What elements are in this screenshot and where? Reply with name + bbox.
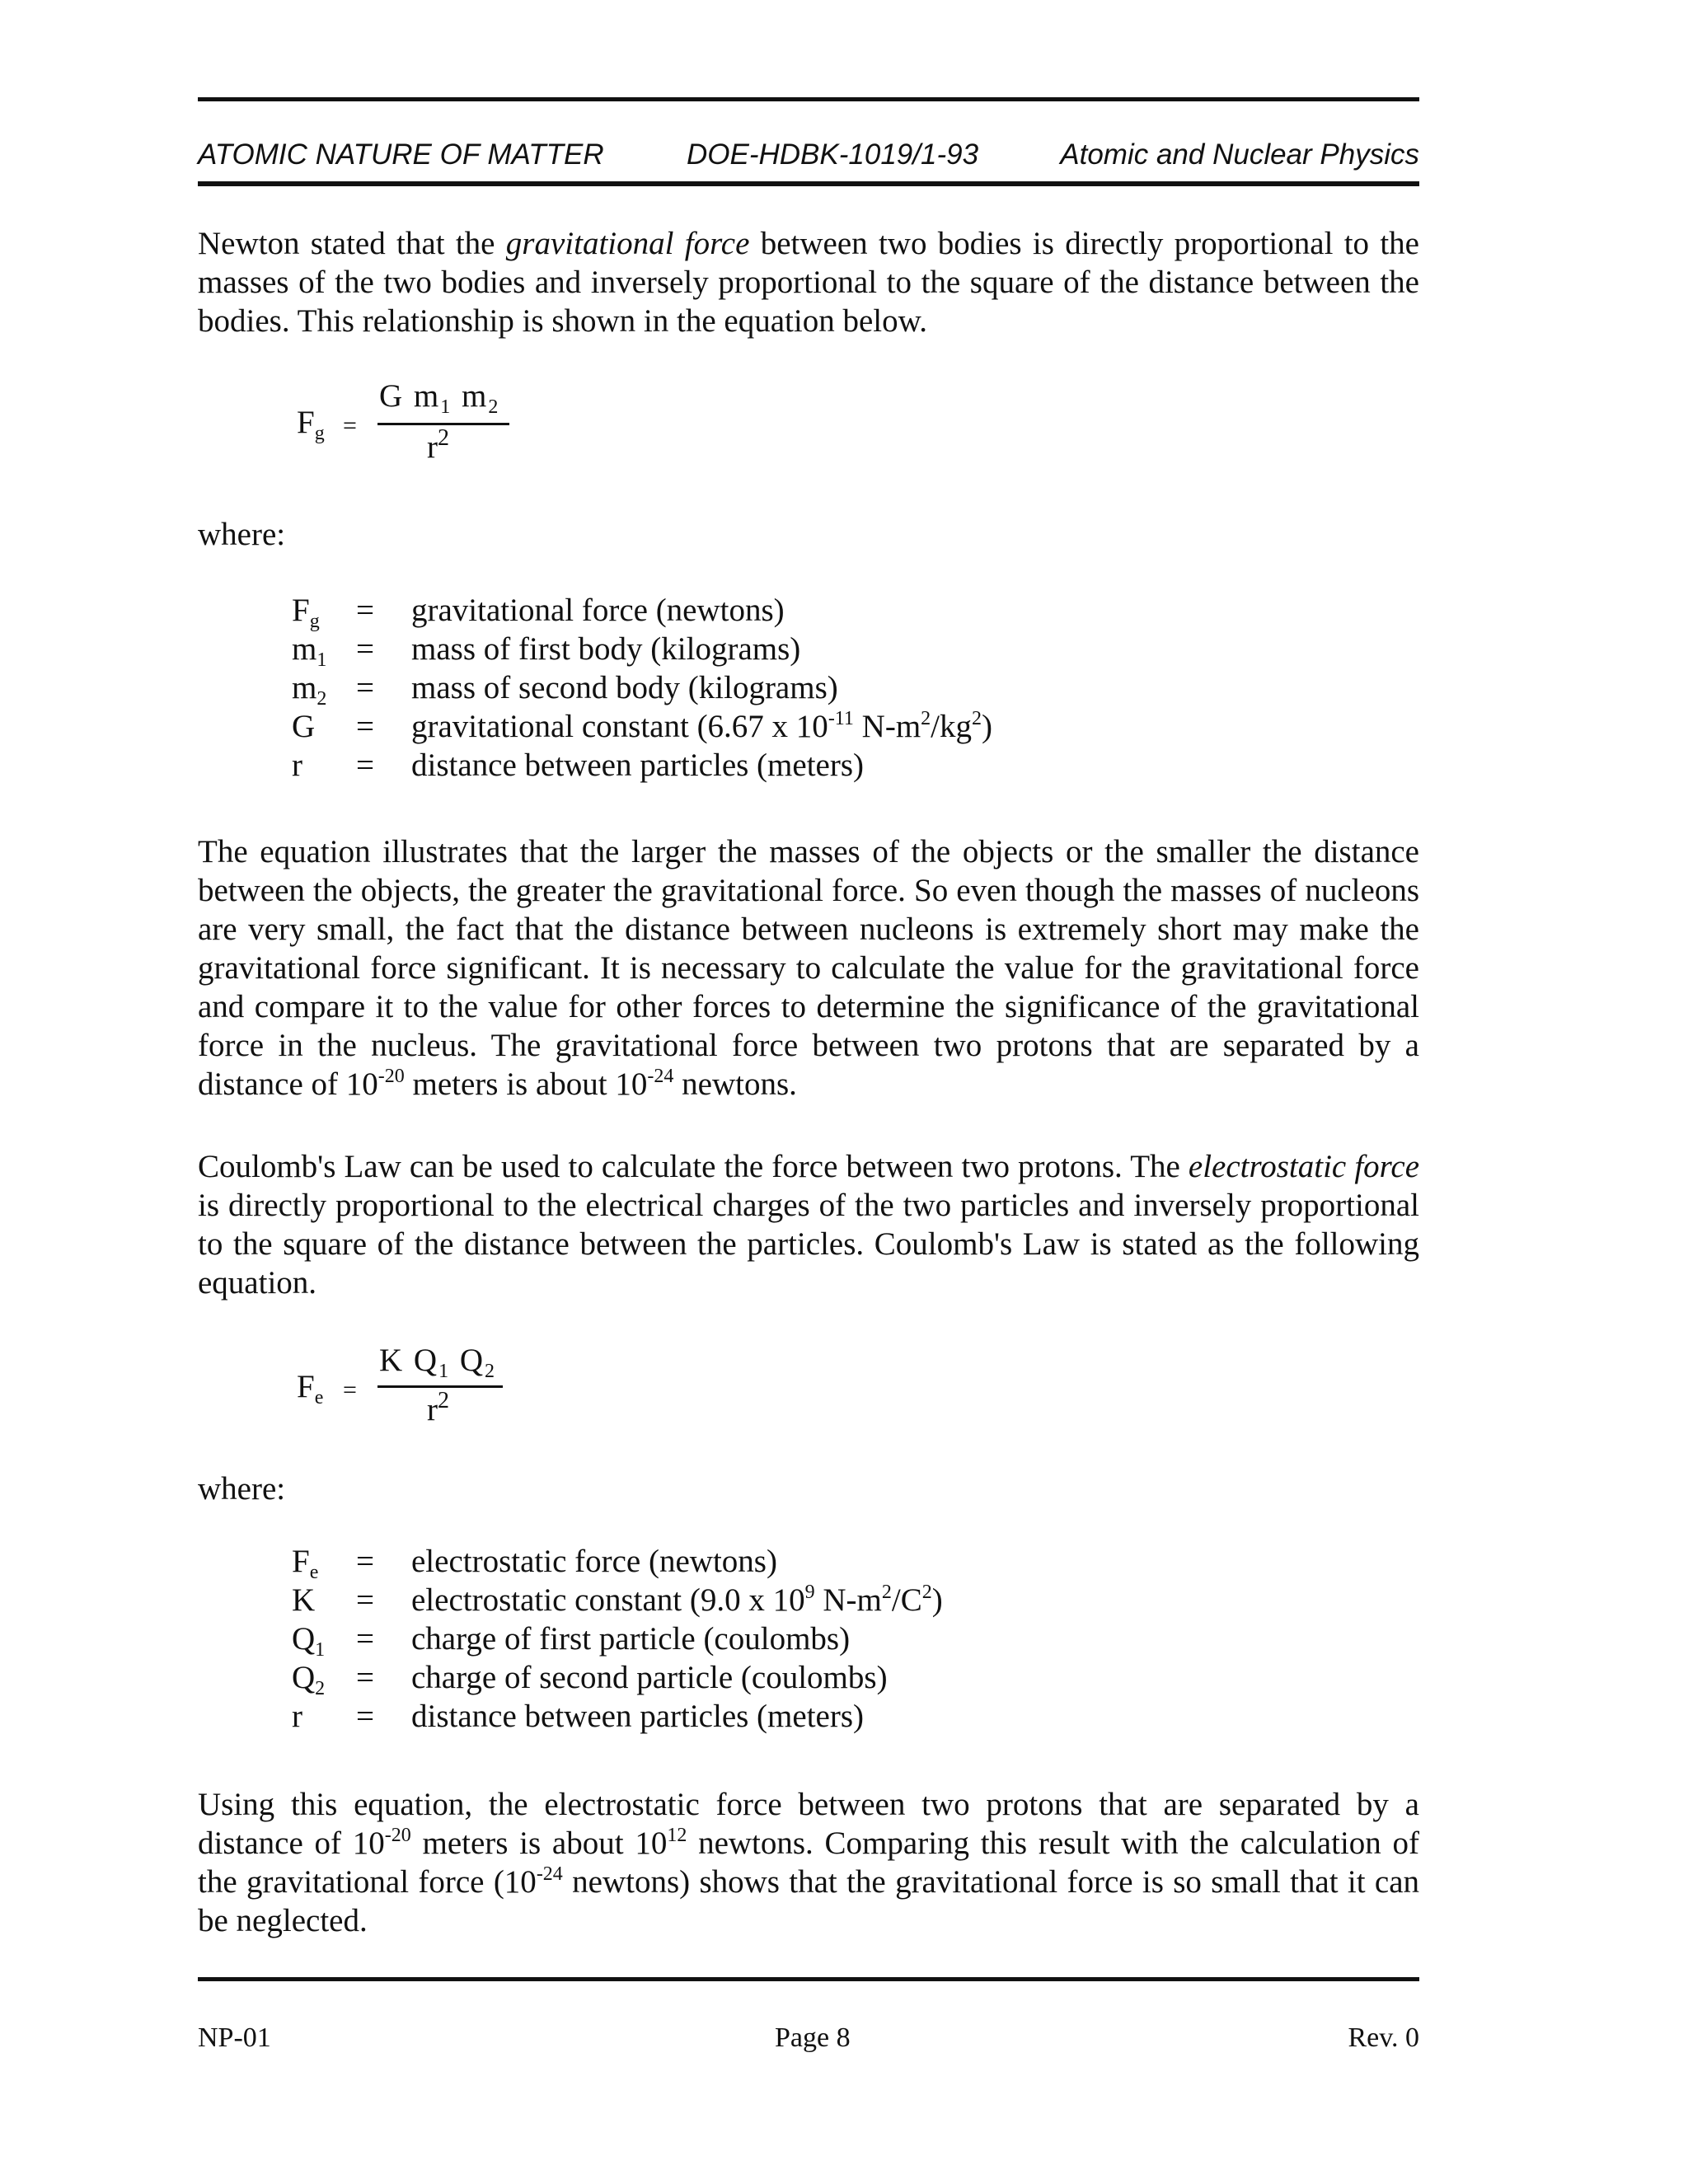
definition-symbol: $m_2$	[292, 670, 327, 710]
para1-text-b: between two bodies is directly proportional to the masses of the two bodies and inversely proportional to the square of the distance between the bodies. This relationship is shown in the equation below.	[198, 226, 1419, 339]
definition-symbol: $Q_2$	[292, 1660, 326, 1699]
footer-page-number: Page 8	[775, 2022, 851, 2053]
equation-equals: =	[343, 412, 357, 439]
equation-lhs: $F_g$	[297, 405, 325, 444]
definition-symbol: $F_e$	[292, 1544, 319, 1583]
para1-text-a: Newton stated that the	[198, 226, 506, 261]
footer-module-id: NP-01	[198, 2022, 271, 2053]
definition-text: distance between particles (meters)	[411, 1699, 864, 1734]
where-label-2: where:	[198, 1471, 286, 1507]
definition-equals: =	[356, 1582, 374, 1618]
definition-symbol: $Q_1$	[292, 1621, 326, 1661]
header-section-title: ATOMIC NATURE OF MATTER	[198, 138, 604, 171]
definition-text: electrostatic force (newtons)	[411, 1544, 777, 1579]
where-label-1: where:	[198, 517, 286, 552]
definition-symbol: $m_1$	[292, 631, 327, 671]
definition-equals: =	[356, 631, 374, 667]
definition-equals: =	[356, 593, 374, 628]
definition-text: mass of first body (kilograms)	[411, 631, 801, 667]
definition-symbol: r	[292, 748, 302, 783]
equation-equals: =	[343, 1376, 357, 1404]
definition-symbol: G	[292, 709, 316, 744]
equation-lhs: $F_e$	[297, 1369, 324, 1408]
definition-equals: =	[356, 1621, 374, 1657]
definition-text: gravitational force (newtons)	[411, 593, 785, 628]
definition-equals: =	[356, 709, 374, 744]
header-document-number: DOE-HDBK-1019/1-93	[687, 138, 979, 171]
definition-text: charge of first particle (coulombs)	[411, 1621, 851, 1657]
header-bottom-rule	[198, 181, 1419, 186]
definition-equals: =	[356, 1544, 374, 1579]
footer-revision: Rev. 0	[1348, 2022, 1419, 2053]
definition-text: distance between particles (meters)	[411, 748, 864, 783]
equation-denominator: $r^2$	[427, 1388, 449, 1427]
definition-symbol: r	[292, 1699, 302, 1734]
definition-text: charge of second particle (coulombs)	[411, 1660, 888, 1695]
definition-equals: =	[356, 1699, 374, 1734]
definition-symbol: K	[292, 1582, 316, 1618]
header-top-rule	[198, 97, 1419, 101]
equation-numerator: G $m_1$ $m_2$	[379, 378, 500, 418]
definition-text: mass of second body (kilograms)	[411, 670, 838, 705]
paragraph-force-comparison: Using this equation, the electrostatic force between two protons that are separated by a distance of $10^{-20}$ meters is about $10^{12}$ newtons. Comparing this result with the calculation of the gravitational force ($10^{-24}$ newtons) shows that the gravitational force is so small that it can be neglected.	[198, 1787, 1420, 1938]
term-gravitational-force: gravitational force	[505, 226, 750, 261]
definition-text: gravitational constant (6.67 x $10^{-11}$ $N-m^2/kg^2$)	[411, 708, 993, 744]
paragraph-newton-law	[198, 224, 1419, 340]
term-electrostatic-force: electrostatic force	[1188, 1149, 1419, 1184]
definition-text: electrostatic constant (9.0 x $10^9$ $N-m^2/C^2$)	[411, 1582, 943, 1618]
footer-rule	[198, 1977, 1419, 1981]
equation-numerator: K $Q_1$ $Q_2$	[379, 1343, 497, 1382]
equation-denominator: $r^2$	[427, 425, 449, 465]
header-chapter-title: Atomic and Nuclear Physics	[1060, 138, 1419, 171]
definition-equals: =	[356, 748, 374, 783]
definition-equals: =	[356, 1660, 374, 1695]
definition-symbol: $F_g$	[292, 593, 320, 632]
paragraph-coulombs-law: Coulomb's Law can be used to calculate the force between two protons. The electrostatic force is directly proportional to the electrical charges of the two particles and inversely proportional to the square of the distance between the particles. Coulomb's Law is stated as the following equation.	[198, 1149, 1419, 1301]
paragraph-gravitational-significance: The equation illustrates that the larger the masses of the objects or the smaller the distance between the objects, the greater the gravitational force. So even though the masses of nucleons are very small, the fact that the distance between nucleons is extremely short may make the gravitational force significant. It is necessary to calculate the value for the gravitational force and compare it to the value for other forces to determine the significance of the gravitational force in the nucleus. The gravitational force between two protons that are separated by a distance of $10^{-20}$ meters is about $10^{-24}$ newtons.	[198, 834, 1419, 1102]
definition-equals: =	[356, 670, 374, 705]
